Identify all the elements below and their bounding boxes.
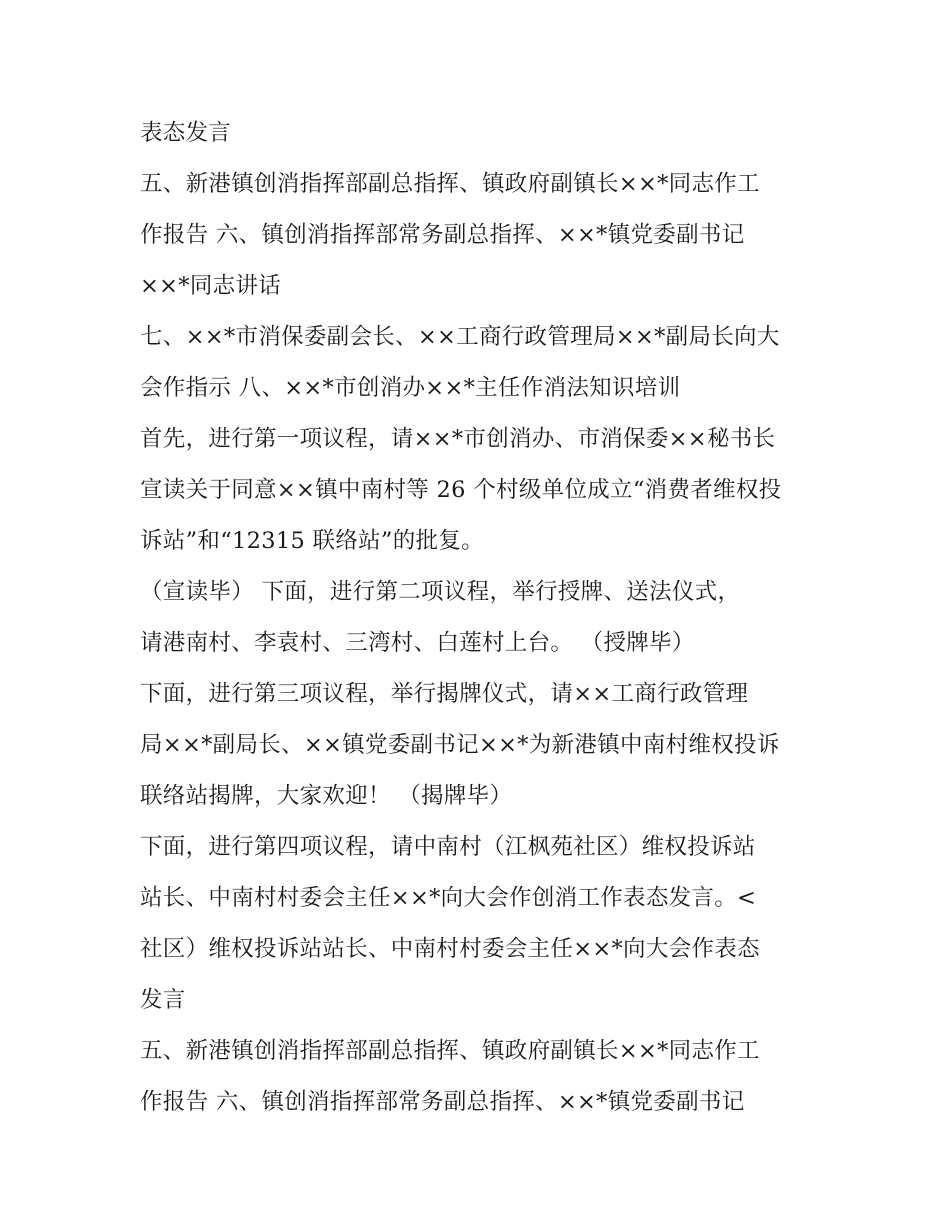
text-line: 宣读关于同意××镇中南村等 26 个村级单位成立“消费者维权投 — [140, 477, 782, 503]
text-line: 发言 — [140, 987, 186, 1013]
text-line: 会作指示 八、××*市创消办××*主任作消法知识培训 — [140, 375, 681, 401]
text-line: 下面，进行第三项议程，举行揭牌仪式，请××工商行政管理 — [140, 681, 749, 707]
text-line: 站长、中南村村委会主任××*向大会作创消工作表态发言。< — [140, 885, 757, 911]
text-line: ××*同志讲话 — [140, 273, 282, 299]
text-line: 诉站”和“12315 联络站”的批复。 — [140, 528, 484, 554]
text-line: （宣读毕） 下面，进行第二项议程，举行授牌、送法仪式， — [140, 579, 741, 605]
text-line: 七、××*市消保委副会长、××工商行政管理局××*副局长向大 — [140, 324, 780, 350]
text-line: 作报告 六、镇创消指挥部常务副总指挥、××*镇党委副书记 — [140, 222, 745, 248]
text-line: 联络站揭牌，大家欢迎！ （揭牌毕） — [140, 783, 513, 809]
text-line: 表态发言 — [140, 120, 232, 146]
text-line: 下面，进行第四项议程，请中南村（江枫苑社区）维权投诉站 — [140, 834, 756, 860]
text-line: 五、新港镇创消指挥部副总指挥、镇政府副镇长××*同志作工 — [140, 171, 760, 197]
text-line: 作报告 六、镇创消指挥部常务副总指挥、××*镇党委副书记 — [140, 1089, 745, 1115]
text-line: 五、新港镇创消指挥部副总指挥、镇政府副镇长××*同志作工 — [140, 1038, 760, 1064]
document-body — [140, 108, 830, 1128]
text-line: 请港南村、李袁村、三湾村、白莲村上台。 （授牌毕） — [140, 630, 695, 656]
text-line: 首先，进行第一项议程，请××*市创消办、市消保委××秘书长 — [140, 426, 776, 452]
text-line: 局××*副局长、××镇党委副书记××*为新港镇中南村维权投诉 — [140, 732, 780, 758]
text-line: 社区）维权投诉站站长、中南村村委会主任××*向大会作表态 — [140, 936, 760, 962]
